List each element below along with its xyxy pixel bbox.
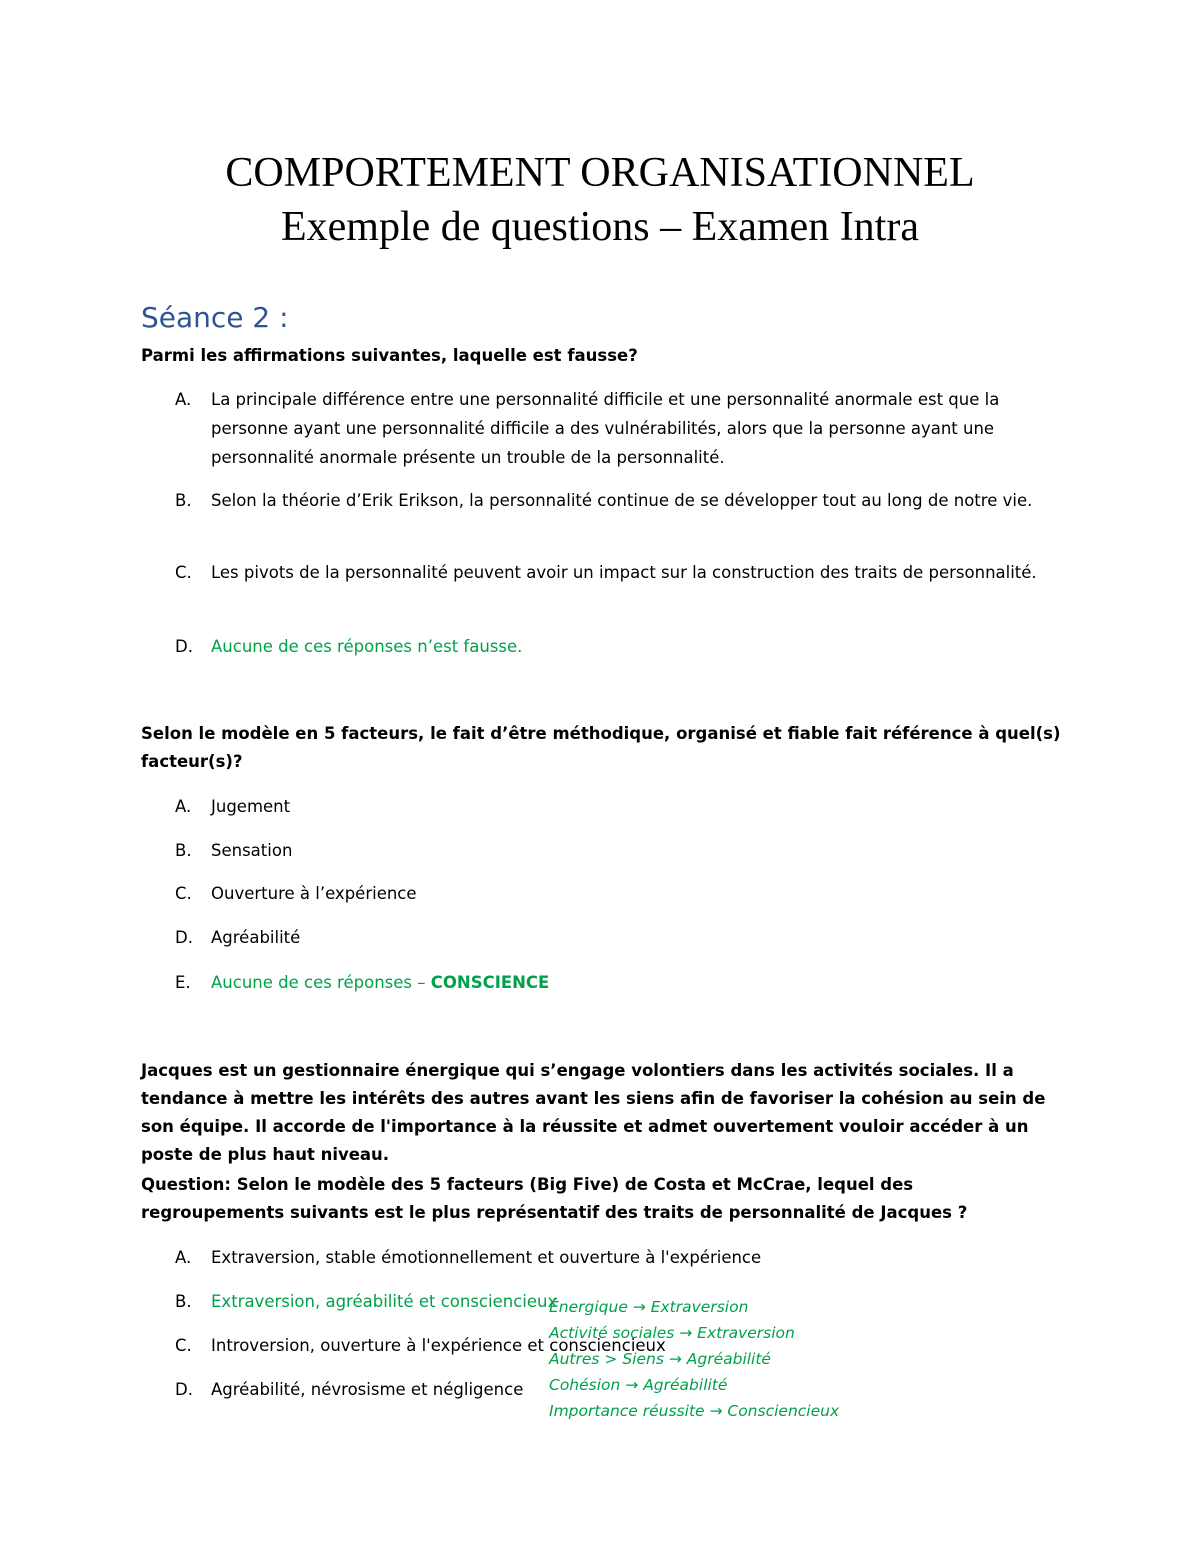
note-line: Activité sociales → Extraversion: [549, 1324, 795, 1342]
note-line: Cohésion → Agréabilité: [549, 1376, 728, 1394]
option-letter: A.: [175, 390, 192, 409]
correct-answer-text: Aucune de ces réponses n’est fausse.: [211, 637, 523, 656]
option-text: Selon la théorie d’Erik Erikson, la personnalité continue de se développer tout au long de notre vie.: [211, 491, 1033, 510]
note-line: Importance réussite → Consciencieux: [549, 1402, 840, 1420]
option-letter: D.: [175, 1380, 193, 1399]
question-3-scenario: Jacques est un gestionnaire énergique qui s’engage volontiers dans les activités sociales. Il a tendance à mettre les intérêts des autres avant les siens afin de favoriser la cohésion au sein de son équipe. Il accorde de l'importance à la réussite et admet ouvertement vouloir accéder à un poste de plus haut niveau.: [141, 1061, 1046, 1164]
option-letter: B.: [175, 1292, 192, 1311]
answer-notes: [549, 1294, 839, 1424]
document-subtitle: Exemple de questions – Examen Intra: [281, 204, 919, 250]
option-letter: D.: [175, 637, 193, 656]
q2-option-c: [175, 879, 1055, 908]
option-text: Extraversion, stable émotionnellement et ouverture à l'expérience: [211, 1248, 762, 1267]
option-text: Introversion, ouverture à l'expérience et consciencieux: [211, 1336, 666, 1355]
option-letter: A.: [175, 797, 192, 816]
correct-answer-text: Extraversion, agréabilité et consciencieux: [211, 1292, 558, 1311]
q2-option-e: [175, 968, 1055, 997]
question-2: Selon le modèle en 5 facteurs, le fait d’être méthodique, organisé et fiable fait référence à quel(s) facteur(s)?: [141, 724, 1061, 771]
option-letter: C.: [175, 563, 192, 582]
q3-option-a: [175, 1243, 1055, 1272]
option-text: Sensation: [211, 841, 293, 860]
note-line: Autres > Siens → Agréabilité: [549, 1350, 771, 1368]
question-1: Parmi les affirmations suivantes, laquelle est fausse?: [141, 346, 638, 365]
note-line: Énergique → Extraversion: [549, 1298, 749, 1316]
option-letter: E.: [175, 973, 191, 992]
option-text: Jugement: [211, 797, 291, 816]
q1-option-b: [175, 486, 1055, 515]
option-text: Les pivots de la personnalité peuvent avoir un impact sur la construction des traits de personnalité.: [211, 563, 1037, 582]
q2-option-a: [175, 792, 1055, 821]
q1-option-c: [175, 558, 1055, 587]
option-letter: B.: [175, 841, 192, 860]
option-text: Agréabilité, névrosisme et négligence: [211, 1380, 524, 1399]
section-heading: Séance 2 :: [141, 301, 289, 334]
document-title: COMPORTEMENT ORGANISATIONNEL: [225, 150, 975, 196]
answer-keyword: CONSCIENCE: [430, 973, 550, 992]
option-text: La principale différence entre une personnalité difficile et une personnalité anormale est que la personne ayant une personnalité difficile a des vulnérabilités, alors que la personne ayant une personnalité anormale présente un trouble de la personnalité.: [211, 390, 1000, 467]
q2-option-b: [175, 836, 1055, 865]
option-text: Aucune de ces réponses –: [211, 973, 431, 992]
option-letter: C.: [175, 884, 192, 903]
option-letter: A.: [175, 1248, 192, 1267]
question-3: Question: Selon le modèle des 5 facteurs (Big Five) de Costa et McCrae, lequel des regroupements suivants est le plus représentatif des traits de personnalité de Jacques ?: [141, 1175, 968, 1222]
q2-option-d: [175, 923, 1055, 952]
q1-option-a: [175, 385, 1055, 472]
q1-option-d: [175, 632, 1055, 661]
correct-answer-text: [211, 968, 1055, 997]
option-text: Ouverture à l’expérience: [211, 884, 417, 903]
option-letter: B.: [175, 491, 192, 510]
option-text: Agréabilité: [211, 928, 301, 947]
option-letter: C.: [175, 1336, 192, 1355]
option-letter: D.: [175, 928, 193, 947]
